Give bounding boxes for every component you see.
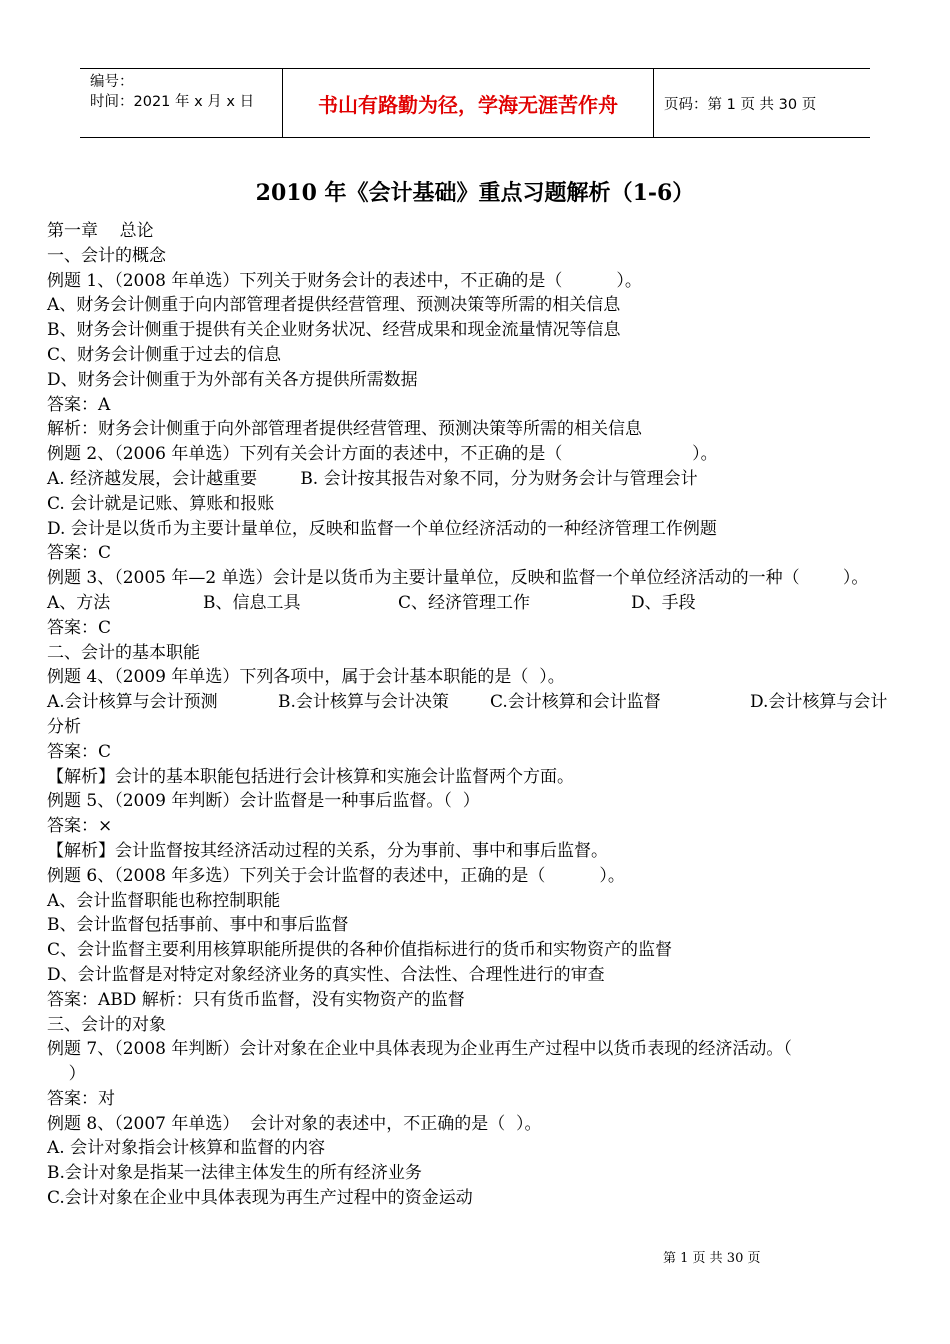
text-line: A. 会计对象指会计核算和监督的内容 [47, 1138, 326, 1159]
text-line: D. 会计是以货币为主要计量单位，反映和监督一个单位经济活动的一种经济管理工作例题 [47, 518, 717, 539]
text-line: C、会计监督主要利用核算职能所提供的各种价值指标进行的货币和实物资产的监督 [47, 940, 673, 961]
document-title: 2010 年《会计基础》重点习题解析（1-6） [255, 180, 695, 206]
option-d: D.会计核算与会计 [750, 692, 888, 713]
text-line: 例题 4、（2009 年单选）下列各项中，属于会计基本职能的是（ ）。 [47, 667, 565, 688]
question-3-options [47, 591, 909, 616]
text-line: A、会计监督职能也称控制职能 [47, 890, 281, 911]
text-line: 例题 2、（2006 年单选）下列有关会计方面的表述中，不正确的是（ ）。 [47, 444, 718, 465]
header-meta [80, 69, 282, 137]
header-date: 时间：2021 年 x 月 x 日 [90, 94, 255, 110]
text-line: 第一章 总论 [47, 221, 154, 241]
text-line: D、财务会计侧重于为外部有关各方提供所需数据 [47, 369, 418, 390]
question-3-answer: 答案：C [47, 617, 112, 638]
document-body [47, 219, 909, 1211]
option-c: C、经济管理工作 [398, 592, 531, 613]
text-line: 例题 8、（2007 年单选） 会计对象的表述中，不正确的是（ ）。 [47, 1113, 542, 1134]
option-d: D、手段 [631, 592, 696, 613]
text-line: 答案：C [47, 543, 112, 564]
text-line: 答案：C [47, 741, 112, 762]
option-c: C.会计核算和会计监督 [490, 692, 661, 713]
question-3-stem: 例题 3、（2005 年—2 单选）会计是以货币为主要计量单位，反映和监督一个单位经济活动的一种（ ）。 [47, 568, 869, 589]
text-line: 三、会计的对象 [47, 1014, 166, 1035]
question-7-answer: 答案：对 [47, 1088, 115, 1109]
header-motto: 书山有路勤为径，学海无涯苦作舟 [282, 69, 654, 137]
page-footer: 第 1 页 共 30 页 [663, 1251, 761, 1266]
text-line: 【解析】会计监督按其经济活动过程的关系，分为事前、事中和事后监督。 [47, 840, 608, 861]
option-a: A、方法 [47, 592, 111, 613]
text-line: 答案：A [47, 394, 111, 415]
text-line: C.会计对象在企业中具体表现为再生产过程中的资金运动 [47, 1188, 473, 1209]
text-line: C、财务会计侧重于过去的信息 [47, 344, 282, 365]
question-4-option-continued: 分析 [47, 716, 81, 737]
page-header [80, 68, 870, 138]
option-b: B、信息工具 [203, 592, 301, 613]
option-a: A.会计核算与会计预测 [47, 692, 218, 713]
text-line: 解析：财务会计侧重于向外部管理者提供经营管理、预测决策等所需的相关信息 [47, 419, 642, 440]
text-line: A、财务会计侧重于向内部管理者提供经营管理、预测决策等所需的相关信息 [47, 295, 621, 316]
text-line: 二、会计的基本职能 [47, 642, 200, 663]
text-line: A. 经济越发展，会计越重要 B. 会计按其报告对象不同，分为财务会计与管理会计 [47, 468, 698, 489]
text-line: 答案：× [47, 816, 113, 837]
option-b: B.会计核算与会计决策 [278, 692, 449, 713]
header-page-info: 页码：第 1 页 共 30 页 [664, 96, 817, 113]
question-7-stem-continued: ） [47, 1064, 86, 1085]
text-line: 一、会计的概念 [47, 245, 166, 266]
text-line: C. 会计就是记账、算账和报账 [47, 493, 275, 514]
header-number: 编号： [90, 74, 134, 90]
text-line: 例题 6、（2008 年多选）下列关于会计监督的表述中，正确的是（ ）。 [47, 865, 625, 886]
text-line: 例题 1、（2008 年单选）下列关于财务会计的表述中，不正确的是（ ）。 [47, 270, 642, 291]
text-line: 【解析】会计的基本职能包括进行会计核算和实施会计监督两个方面。 [47, 766, 574, 787]
text-line: B、财务会计侧重于提供有关企业财务状况、经营成果和现金流量情况等信息 [47, 320, 621, 341]
text-line: 例题 5、（2009 年判断）会计监督是一种事后监督。（ ） [47, 791, 480, 812]
text-line: B、会计监督包括事前、事中和事后监督 [47, 915, 349, 936]
text-line: 答案：ABD 解析：只有货币监督，没有实物资产的监督 [47, 989, 465, 1010]
text-line: B.会计对象是指某一法律主体发生的所有经济业务 [47, 1163, 422, 1184]
text-line: D、会计监督是对特定对象经济业务的真实性、合法性、合理性进行的审查 [47, 964, 605, 985]
question-4-options [47, 690, 909, 715]
question-7-stem: 例题 7、（2008 年判断）会计对象在企业中具体表现为企业再生产过程中以货币表现的经济活动。（ [47, 1039, 792, 1060]
